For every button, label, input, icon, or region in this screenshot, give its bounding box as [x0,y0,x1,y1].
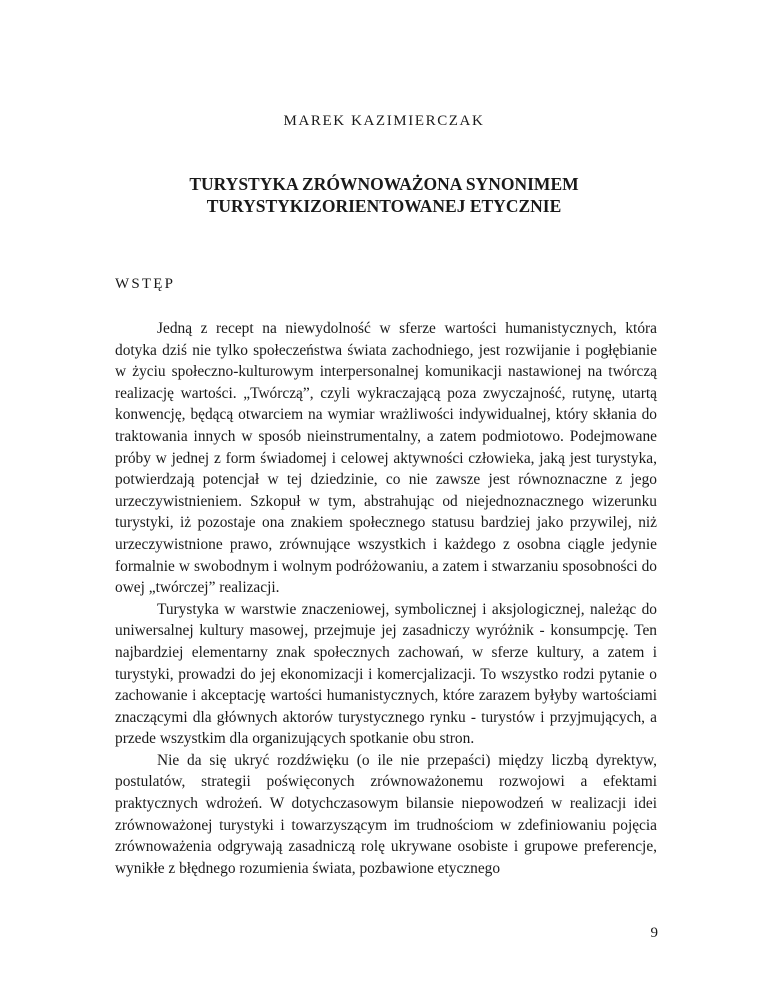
article-title-line-2: TURYSTYKIZORIENTOWANEJ ETYCZNIE [206,196,562,216]
article-title [0,173,768,217]
paragraph: Turystyka w warstwie znaczeniowej, symbolicznej i aksjologicznej, należąc do uniwersalnej kultury masowej, przejmuje jej zasadniczy wyróżnik - konsumpcję. Ten najbardziej elementarny znak społecznych zachowań, w sferze kultury, a zatem i turystyki, prowadzi do jej ekonomizacji i komercjalizacji. To wszystko rodzi pytanie o zachowanie i akceptację wartości humanistycznych, które zarazem byłyby wartościami znaczącymi dla głównych aktorów turystycznego rynku - turystów i przyjmujących, a przede wszystkim dla organizujących spotkanie obu stron. [115,600,657,748]
paragraph: Jedną z recept na niewydolność w sferze wartości humanistycznych, która dotyka dziś nie tylko społeczeństwa świata zachodniego, jest rozwijanie i pogłębianie w życiu społeczno-kulturowym interpersonalnej komunikacji nastawionej na twórczą realizację wartości. „Twórczą”, czyli wykraczającą poza zwyczajność, rutynę, utartą konwencję, będącą otwarciem na wymiar wrażliwości indywidualnej, który skłania do traktowania innych w sposób nieinstrumentalny, a zatem podmiotowo. Podejmowane próby w jednej z form świadomej i celowej aktywności człowieka, jaką jest turystyka, potwierdzają potencjał w tej dziedzinie, co nie zawsze jest równoznaczne z jego urzeczywistnieniem. Szkopuł w tym, abstrahując od niejednoznacznego wizerunku turystyki, iż pozostaje ona znakiem społecznego statusu bardziej jako przywilej, niż urzeczywistnione prawo, zrównujące wszystkich i każdego z osobna ciągle jedynie formalnie w swobodnym i wolnym podróżowaniu, a zatem i stwarzaniu sposobności do owej „twórczej” realizacji. [115,320,657,597]
page-number: 9 [650,925,658,941]
article-title-line-1: TURYSTYKA ZRÓWNOWAŻONA SYNONIMEM [189,174,579,194]
section-heading: WSTĘP [115,276,176,292]
author-name: MAREK KAZIMIERCZAK [283,113,485,129]
body-text [115,318,657,879]
paragraph: Nie da się ukryć rozdźwięku (o ile nie przepaści) między liczbą dyrektyw, postulatów, strategii poświęconych zrównoważonemu rozwojowi a efektami praktycznych wdrożeń. W dotychczasowym bilansie niepowodzeń w realizacji idei zrównoważonej turystyki i towarzyszącym im trudnościom w zdefiniowaniu pojęcia zrównoważenia odgrywają zasadniczą rolę ukrywane osobiste i grupowe preferencje, wynikłe z błędnego rozumienia świata, pozbawione etycznego [115,751,657,877]
